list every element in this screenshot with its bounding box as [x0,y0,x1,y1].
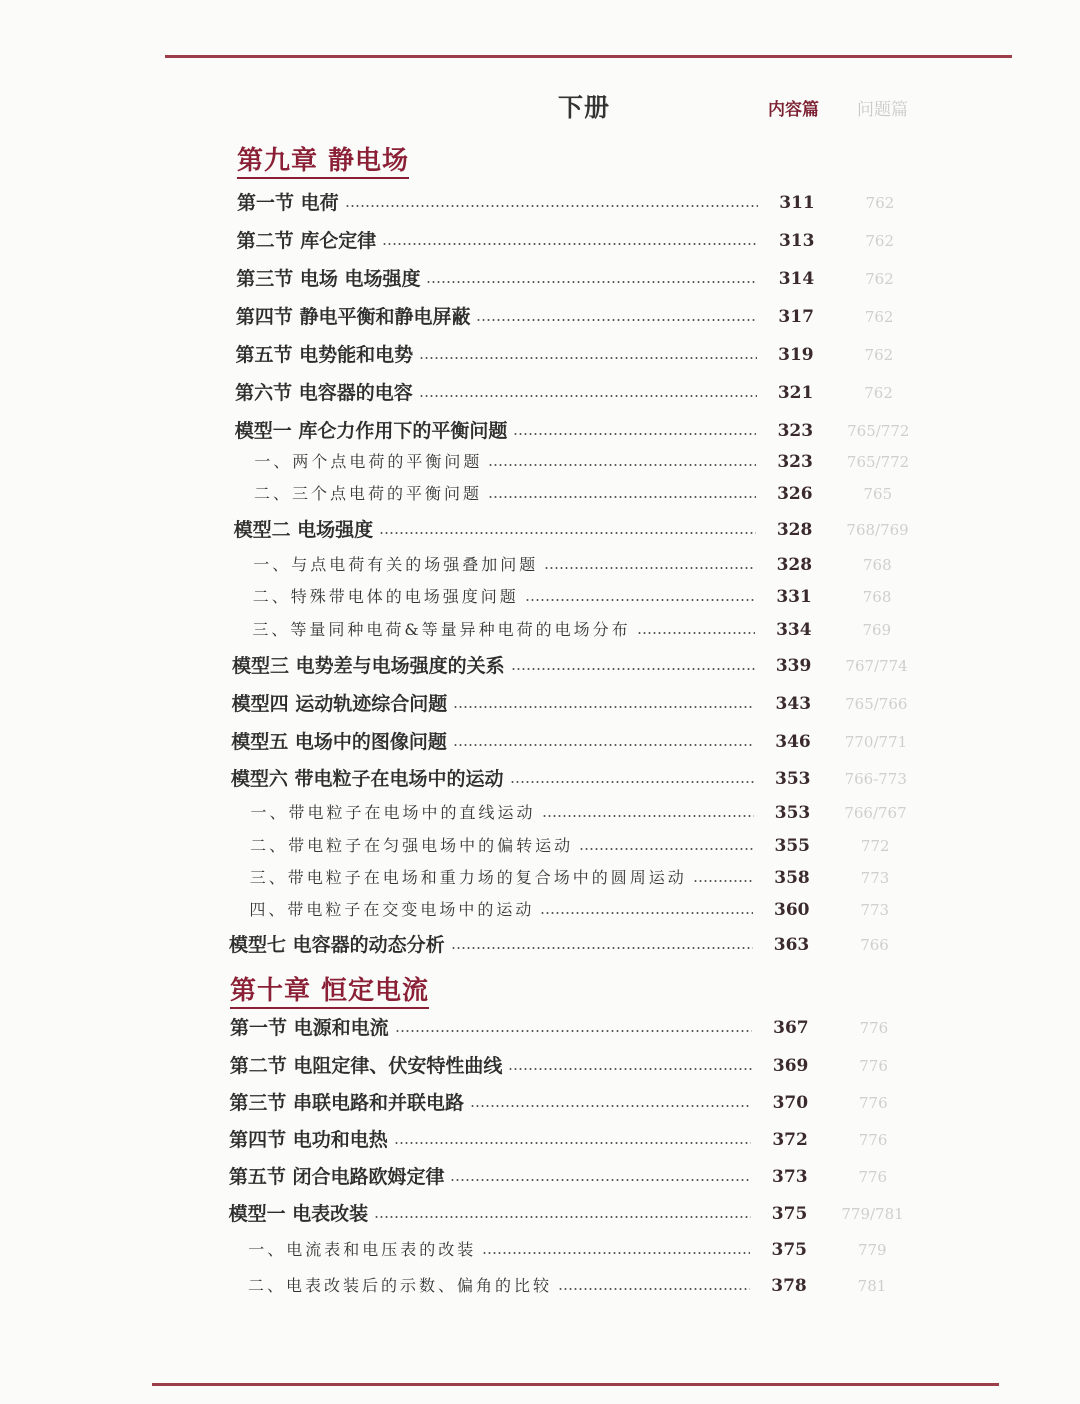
content-page-number: 343 [775,694,812,714]
entry-title: 第一节 电荷 [237,192,339,214]
entry-label-line [252,615,754,645]
problem-page-number: 776 [858,1168,888,1186]
dot-leader [395,1030,752,1032]
toc-entry[interactable] [0,689,1080,719]
problem-page-number: 765/766 [845,695,908,713]
content-page-number: 370 [772,1093,809,1113]
problem-page-number: 779 [857,1241,887,1259]
dot-leader [513,433,756,435]
problem-page-number: 776 [859,1094,888,1112]
entry-title: 第三节 串联电路和并联电路 [229,1092,465,1114]
content-page-number: 375 [771,1204,808,1224]
entry-title: 四、带电粒子在交变电场中的运动 [249,900,535,919]
toc-header [0,88,1080,124]
dot-leader [488,464,756,466]
entry-label-line [235,340,756,370]
dot-leader [374,1216,750,1218]
content-column-heading: 内容篇 [768,100,819,120]
entry-title: 一、带电粒子在电场中的直线运动 [250,803,536,822]
dot-leader [542,815,754,817]
entry-title: 模型六 带电粒子在电场中的运动 [230,768,504,790]
entry-title: 模型一 库仑力作用下的平衡问题 [234,420,508,442]
entry-label-line [229,930,753,960]
entry-title: 第二节 电阻定律、伏安特性曲线 [229,1055,503,1077]
entry-title: 三、等量同种电荷&等量异种电荷的电场分布 [252,620,631,639]
problem-page-number: 779/781 [841,1205,904,1223]
toc-entry[interactable] [0,1013,1080,1043]
content-page-number: 346 [775,732,811,752]
toc-subentry[interactable] [0,615,1080,645]
entry-label-line [229,1199,751,1229]
content-page-number: 375 [771,1240,808,1260]
entry-title: 二、特殊带电体的电场强度问题 [252,587,519,606]
entry-label-line [231,764,754,794]
entry-label-line [249,895,752,925]
entry-label-line [237,188,758,218]
entry-title: 第四节 电功和电热 [229,1129,388,1151]
entry-label-line [237,226,758,256]
content-page-number: 373 [772,1167,808,1187]
dot-leader [637,632,755,634]
toc-entry[interactable] [0,515,1080,545]
toc-entry[interactable] [0,416,1080,446]
entry-label-line [229,1088,751,1118]
entry-label-line [254,447,756,477]
problem-page-number: 762 [864,346,894,364]
problem-page-number: 762 [865,270,894,288]
entry-label-line [232,651,755,681]
entry-label-line [253,550,755,580]
entry-title: 第五节 电势能和电势 [235,344,414,366]
entry-label-line [229,1125,751,1155]
entry-title: 一、与点电荷有关的场强叠加问题 [253,555,539,574]
content-page-number: 331 [776,587,812,607]
dot-leader [419,395,757,397]
content-page-number: 367 [773,1018,809,1038]
content-page-number: 355 [774,836,810,856]
dot-leader [379,532,755,534]
content-page-number: 326 [777,484,813,504]
entry-label-line [248,1235,750,1265]
entry-label-line [251,798,754,828]
dot-leader [453,744,754,746]
entry-label-line [248,1271,750,1301]
entry-title: 第五节 闭合电路欧姆定律 [228,1166,445,1188]
bottom-rule [152,1383,999,1386]
toc-entry[interactable] [0,651,1080,681]
toc-entry[interactable] [0,1088,1080,1118]
content-page-number: 323 [777,452,813,472]
entry-label-line [253,582,755,612]
toc-entry[interactable] [0,188,1080,218]
content-page-number: 353 [774,803,811,823]
problem-page-number: 762 [864,384,893,402]
dot-leader [450,1179,750,1181]
toc-subentry[interactable] [0,798,1080,828]
dot-leader [693,880,753,882]
content-page-number: 328 [776,520,813,540]
content-page-number: 360 [774,900,810,920]
dot-leader [511,668,755,670]
toc-subentry[interactable] [0,863,1080,893]
dot-leader [579,848,753,850]
content-page-number: 372 [772,1130,808,1150]
entry-title: 二、带电粒子在匀强电场中的偏转运动 [250,836,574,855]
content-page-number: 317 [778,307,814,327]
entry-label-line [250,831,753,861]
content-page-number: 313 [778,231,815,251]
entry-label-line [232,689,755,719]
entry-label-line [230,1013,752,1043]
problem-page-number: 776 [859,1019,889,1037]
problem-page-number: 769 [862,621,892,639]
toc-subentry[interactable] [0,1235,1080,1265]
problem-page-number: 768 [862,556,892,574]
dot-leader [394,1142,751,1144]
dot-leader [558,1288,750,1290]
entry-title: 一、电流表和电压表的改装 [248,1240,477,1259]
dot-leader [476,319,757,321]
toc-entry[interactable] [0,727,1080,757]
problem-page-number: 772 [860,837,890,855]
top-rule [165,55,1012,58]
content-page-number: 314 [778,269,815,289]
entry-title: 模型五 电场中的图像问题 [231,731,447,753]
entry-title: 模型四 运动轨迹综合问题 [231,693,448,715]
dot-leader [451,947,753,949]
dot-leader [482,1252,750,1254]
toc-entry[interactable] [0,930,1080,960]
entry-title: 第二节 库仑定律 [236,230,377,252]
dot-leader [540,912,752,914]
entry-label-line [231,727,754,757]
problem-page-number: 768/769 [846,521,909,539]
dot-leader [510,781,754,783]
content-page-number: 323 [777,421,814,441]
dot-leader [508,1068,751,1070]
entry-label-line [235,378,757,408]
problem-page-number: 766-773 [844,770,907,788]
problem-page-number: 762 [864,308,894,326]
toc-subentry[interactable] [0,895,1080,925]
dot-leader [525,599,755,601]
entry-title: 一、两个点电荷的平衡问题 [254,452,483,471]
dot-leader [426,281,757,283]
content-page-number: 334 [776,620,812,640]
entry-title: 模型三 电势差与电场强度的关系 [232,655,505,677]
problem-page-number: 776 [859,1057,888,1075]
toc-subentry[interactable] [0,550,1080,580]
content-page-number: 311 [779,193,815,213]
content-page-number: 369 [772,1056,809,1076]
problem-page-number: 766 [860,936,889,954]
entry-title: 模型一 电表改装 [228,1203,369,1225]
toc-entry[interactable] [0,1125,1080,1155]
content-page-number: 378 [771,1276,807,1296]
problem-page-number: 762 [865,232,895,250]
entry-label-line [236,302,757,332]
toc-entry[interactable] [0,1162,1080,1192]
entry-title: 模型二 电场强度 [233,519,374,541]
content-page-number: 321 [777,383,814,403]
toc-entry[interactable] [0,340,1080,370]
entry-label-line [254,479,756,509]
toc-entry[interactable] [0,764,1080,794]
entry-title: 二、三个点电荷的平衡问题 [253,484,482,503]
entry-title: 三、带电粒子在电场和重力场的复合场中的圆周运动 [249,868,687,887]
toc-entry[interactable] [0,378,1080,408]
content-page-number: 358 [774,868,810,888]
entry-title: 模型七 电容器的动态分析 [229,934,445,956]
problem-page-number: 767/774 [845,657,908,675]
content-page-number: 363 [773,935,810,955]
dot-leader [453,706,754,708]
content-page-number: 339 [775,656,812,676]
entry-title: 二、电表改装后的示数、偏角的比较 [248,1276,553,1295]
toc-subentry[interactable] [0,447,1080,477]
problem-page-number: 776 [858,1131,888,1149]
toc-entry[interactable] [0,302,1080,332]
entry-title: 第六节 电容器的电容 [235,382,413,404]
entry-title: 第三节 电场 电场强度 [236,268,421,290]
entry-label-line [250,863,753,893]
dot-leader [419,357,757,359]
dot-leader [544,567,755,569]
toc-entry[interactable] [0,1199,1080,1229]
problem-page-number: 765 [863,485,893,503]
problem-page-number: 762 [865,194,895,212]
entry-label-line [229,1162,751,1192]
dot-leader [382,243,758,245]
problem-page-number: 765/772 [846,453,910,471]
dot-leader [345,205,758,207]
dot-leader [488,496,756,498]
content-page-number: 353 [774,769,811,789]
entry-label-line [235,416,757,446]
toc-subentry[interactable] [0,479,1080,509]
problem-page-number: 765/772 [847,422,910,440]
problem-page-number: 773 [860,869,890,887]
problem-page-number: 768 [862,588,892,606]
problem-page-number: 781 [857,1277,887,1295]
entry-title: 第一节 电源和电流 [230,1017,389,1039]
content-page-number: 328 [776,555,813,575]
problem-column-heading: 问题篇 [857,100,908,120]
problem-page-number: 766/767 [844,804,907,822]
problem-page-number: 770/771 [844,733,908,751]
toc-entry[interactable] [0,226,1080,256]
entry-label-line [236,264,757,294]
entry-label-line [230,1051,752,1081]
problem-page-number: 773 [860,901,890,919]
entry-title: 第四节 静电平衡和静电屏蔽 [235,306,471,328]
entry-label-line [234,515,756,545]
content-page-number: 319 [778,345,814,365]
toc-entry[interactable] [0,1051,1080,1081]
toc-subentry[interactable] [0,582,1080,612]
chapter-title: 第十章 恒定电流 [230,976,429,1009]
toc-entry[interactable] [0,264,1080,294]
toc-subentry[interactable] [0,831,1080,861]
volume-title: 下册 [558,93,611,122]
toc-subentry[interactable] [0,1271,1080,1301]
chapter-title: 第九章 静电场 [237,146,409,179]
dot-leader [470,1105,751,1107]
